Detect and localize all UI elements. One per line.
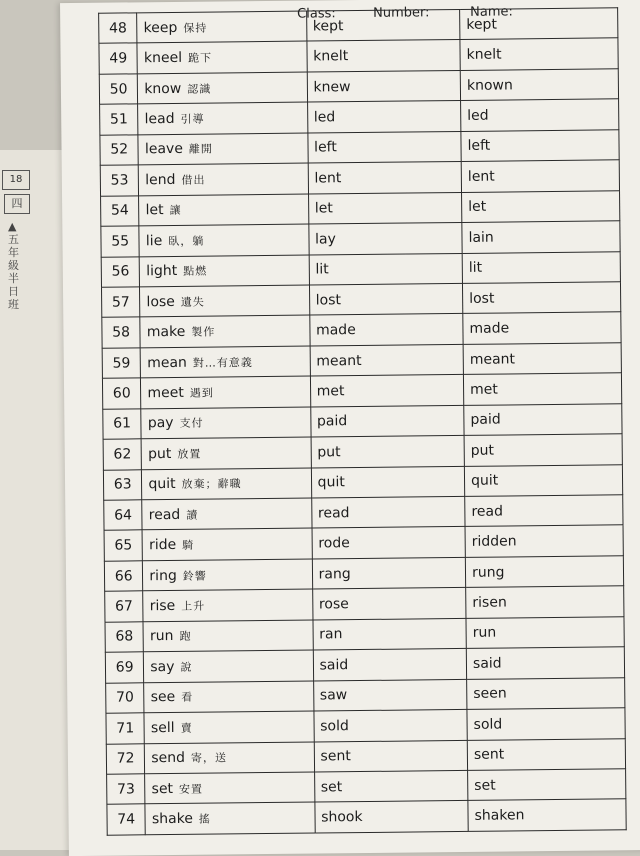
- verb-number: 73: [107, 774, 146, 805]
- verb-number: 60: [102, 378, 141, 409]
- verb-base: pay: [147, 415, 174, 432]
- verb-meaning: 搖: [198, 812, 211, 826]
- verb-base-cell: [145, 772, 315, 804]
- verb-number: 53: [100, 165, 139, 196]
- verb-past: rang: [312, 557, 466, 589]
- verb-base-cell: [138, 102, 308, 134]
- verb-number: 68: [105, 622, 144, 653]
- verb-meaning: 認識: [187, 82, 212, 96]
- verb-base-cell: [142, 498, 312, 530]
- verb-base: lose: [146, 293, 175, 310]
- verb-base-cell: [141, 407, 311, 439]
- verb-past-participle: run: [466, 617, 624, 649]
- verb-past: left: [307, 131, 461, 163]
- verb-base: put: [148, 445, 172, 463]
- verb-number: 61: [103, 409, 142, 440]
- verb-meaning: 跪下: [188, 51, 213, 65]
- verb-past: set: [314, 770, 468, 802]
- verb-past: kept: [306, 9, 460, 41]
- verb-base: kneel: [143, 50, 183, 67]
- verb-number: 48: [99, 13, 138, 44]
- sheet-tab: 18: [2, 170, 30, 190]
- verb-number: 59: [102, 348, 141, 379]
- verb-past: led: [307, 101, 461, 133]
- verb-past-participle: rung: [465, 556, 623, 588]
- verb-base: lend: [145, 171, 176, 189]
- verb-past-participle: made: [463, 312, 621, 344]
- verb-meaning: 騎: [182, 538, 195, 553]
- verb-base: leave: [144, 141, 183, 158]
- verb-base: set: [151, 780, 174, 797]
- verb-meaning: 說: [180, 660, 193, 674]
- verb-past-participle: lost: [463, 282, 621, 314]
- verb-past: meant: [310, 344, 464, 376]
- underlying-sheet: [0, 150, 71, 850]
- verb-base: light: [146, 263, 178, 280]
- name-label: Name:: [470, 4, 513, 20]
- verb-number: 71: [106, 713, 145, 744]
- verb-base-cell: [138, 72, 308, 104]
- verb-base: lie: [145, 232, 163, 250]
- verb-past: lay: [308, 223, 462, 255]
- verb-base-cell: [141, 437, 311, 469]
- verb-base-cell: [143, 589, 313, 621]
- number-label: Number:: [373, 5, 430, 21]
- verb-meaning: 安置: [178, 782, 204, 796]
- verb-base: see: [150, 689, 176, 706]
- verb-number: 52: [100, 135, 139, 166]
- verb-past: rode: [312, 527, 466, 559]
- verb-past: let: [308, 192, 462, 224]
- verb-past-participle: knelt: [460, 38, 618, 70]
- verb-meaning: 寄，送: [190, 751, 228, 766]
- verb-past: shook: [314, 801, 468, 833]
- verb-past: paid: [310, 405, 464, 437]
- verb-number: 51: [100, 104, 139, 135]
- verb-number: 54: [101, 195, 140, 226]
- verb-base: lead: [144, 110, 175, 128]
- sheet-box: 四: [4, 194, 30, 214]
- verb-past-participle: paid: [464, 403, 622, 435]
- verb-past: lent: [308, 162, 462, 194]
- verb-meaning: 支付: [179, 417, 204, 431]
- verb-past: lost: [309, 283, 463, 315]
- verb-past-participle: met: [463, 373, 621, 405]
- worksheet: [60, 0, 640, 856]
- verb-base-cell: [140, 285, 310, 317]
- verb-meaning: 引導: [180, 112, 205, 126]
- verb-base-cell: [140, 346, 310, 378]
- verb-base: mean: [147, 354, 187, 371]
- verb-past-participle: put: [464, 434, 622, 466]
- verb-past-participle: read: [465, 495, 623, 527]
- verb-meaning: 跑: [179, 630, 192, 644]
- verb-past-participle: known: [460, 69, 618, 101]
- verb-rows: [99, 8, 627, 835]
- verb-past-participle: lent: [461, 160, 619, 192]
- verb-meaning: 離開: [188, 143, 213, 157]
- class-label: Class:: [297, 6, 336, 22]
- verb-base: say: [150, 658, 175, 676]
- verb-number: 63: [103, 469, 142, 500]
- verb-base-cell: [145, 802, 315, 834]
- verb-past-participle: let: [462, 190, 620, 222]
- verb-number: 56: [101, 256, 140, 287]
- verb-past: ran: [313, 618, 467, 650]
- verb-past: made: [309, 314, 463, 346]
- verb-meaning: 讓: [169, 204, 182, 218]
- verb-number: 72: [106, 743, 145, 774]
- verb-past-participle: risen: [466, 586, 624, 618]
- verb-number: 69: [105, 652, 144, 683]
- verb-base-cell: [139, 163, 309, 195]
- verb-number: 66: [104, 561, 143, 592]
- verb-base: sell: [150, 719, 175, 737]
- verb-meaning: 對…有意義: [192, 355, 253, 370]
- verb-past-participle: lain: [462, 221, 620, 253]
- verb-number: 58: [102, 317, 141, 348]
- verb-past-participle: lit: [462, 251, 620, 283]
- verb-number: 67: [105, 591, 144, 622]
- verb-past: saw: [313, 679, 467, 711]
- verb-base-cell: [144, 650, 314, 682]
- verb-base-cell: [139, 224, 309, 256]
- verb-base: keep: [143, 19, 178, 36]
- verb-number: 70: [106, 682, 145, 713]
- verb-past: said: [313, 649, 467, 681]
- verb-meaning: 遇到: [189, 386, 214, 400]
- verb-base-cell: [143, 620, 313, 652]
- verb-meaning: 借出: [181, 173, 206, 187]
- verb-past-participle: set: [468, 769, 626, 801]
- verb-past-participle: shaken: [468, 799, 626, 831]
- verb-past-participle: led: [461, 99, 619, 131]
- verb-past: met: [310, 375, 464, 407]
- verb-past-participle: seen: [467, 677, 625, 709]
- verb-past-participle: meant: [463, 343, 621, 375]
- verb-base-cell: [142, 528, 312, 560]
- verb-meaning: 放置: [177, 447, 202, 461]
- irregular-verb-table: [98, 7, 627, 835]
- verb-meaning: 看: [181, 691, 194, 705]
- verb-meaning: 遺失: [180, 295, 205, 309]
- verb-past-participle: said: [466, 647, 624, 679]
- table-row: [107, 799, 626, 835]
- verb-past-participle: quit: [464, 464, 622, 496]
- verb-past: rose: [312, 588, 466, 620]
- verb-past: quit: [311, 466, 465, 498]
- verb-base: rise: [149, 597, 176, 615]
- verb-meaning: 保持: [183, 21, 208, 35]
- verb-past: sent: [314, 740, 468, 772]
- verb-past: lit: [309, 253, 463, 285]
- verb-base: run: [149, 628, 174, 645]
- verb-base-cell: [140, 255, 310, 287]
- verb-number: 49: [99, 43, 138, 74]
- verb-past-participle: kept: [460, 8, 618, 40]
- verb-base-cell: [143, 559, 313, 591]
- verb-base-cell: [140, 315, 310, 347]
- verb-base: let: [145, 202, 164, 219]
- verb-base: ride: [148, 537, 177, 554]
- verb-base: read: [148, 506, 181, 523]
- verb-meaning: 賣: [180, 721, 193, 735]
- verb-past-participle: ridden: [465, 525, 623, 557]
- verb-past: read: [311, 496, 465, 528]
- verb-past: put: [311, 436, 465, 468]
- verb-meaning: 製作: [191, 325, 216, 339]
- verb-meaning: 放棄；辭職: [181, 477, 242, 492]
- verb-number: 55: [101, 226, 140, 257]
- verb-base: quit: [148, 476, 176, 493]
- verb-base-cell: [137, 41, 307, 73]
- verb-base-cell: [141, 376, 311, 408]
- verb-base-cell: [142, 468, 312, 500]
- verb-meaning: 點燃: [183, 264, 208, 279]
- verb-base-cell: [137, 11, 307, 43]
- verb-base-cell: [144, 681, 314, 713]
- verb-base: know: [144, 80, 182, 97]
- sheet-vertical-text: ▲五年級半日班: [8, 220, 19, 311]
- verb-number: 57: [101, 287, 140, 318]
- verb-meaning: 臥，躺: [168, 234, 205, 248]
- verb-past: knew: [307, 70, 461, 102]
- verb-base: send: [151, 750, 186, 767]
- verb-base: meet: [147, 384, 184, 402]
- verb-base-cell: [139, 194, 309, 226]
- verb-number: 65: [104, 530, 143, 561]
- verb-number: 64: [104, 500, 143, 531]
- verb-number: 74: [107, 804, 146, 835]
- verb-base-cell: [138, 133, 308, 165]
- verb-base: ring: [149, 567, 177, 584]
- verb-past-participle: sold: [467, 708, 625, 740]
- verb-base-cell: [144, 711, 314, 743]
- verb-past: knelt: [307, 40, 461, 72]
- verb-meaning: 讀: [186, 508, 199, 522]
- verb-past-participle: left: [461, 130, 619, 162]
- verb-number: 50: [99, 74, 138, 105]
- verb-base: make: [146, 323, 186, 341]
- verb-base: shake: [151, 810, 193, 828]
- verb-past: sold: [314, 709, 468, 741]
- verb-number: 62: [103, 439, 142, 470]
- verb-base-cell: [145, 742, 315, 774]
- verb-past-participle: sent: [467, 738, 625, 770]
- verb-meaning: 鈴響: [182, 569, 207, 583]
- verb-meaning: 上升: [181, 599, 206, 613]
